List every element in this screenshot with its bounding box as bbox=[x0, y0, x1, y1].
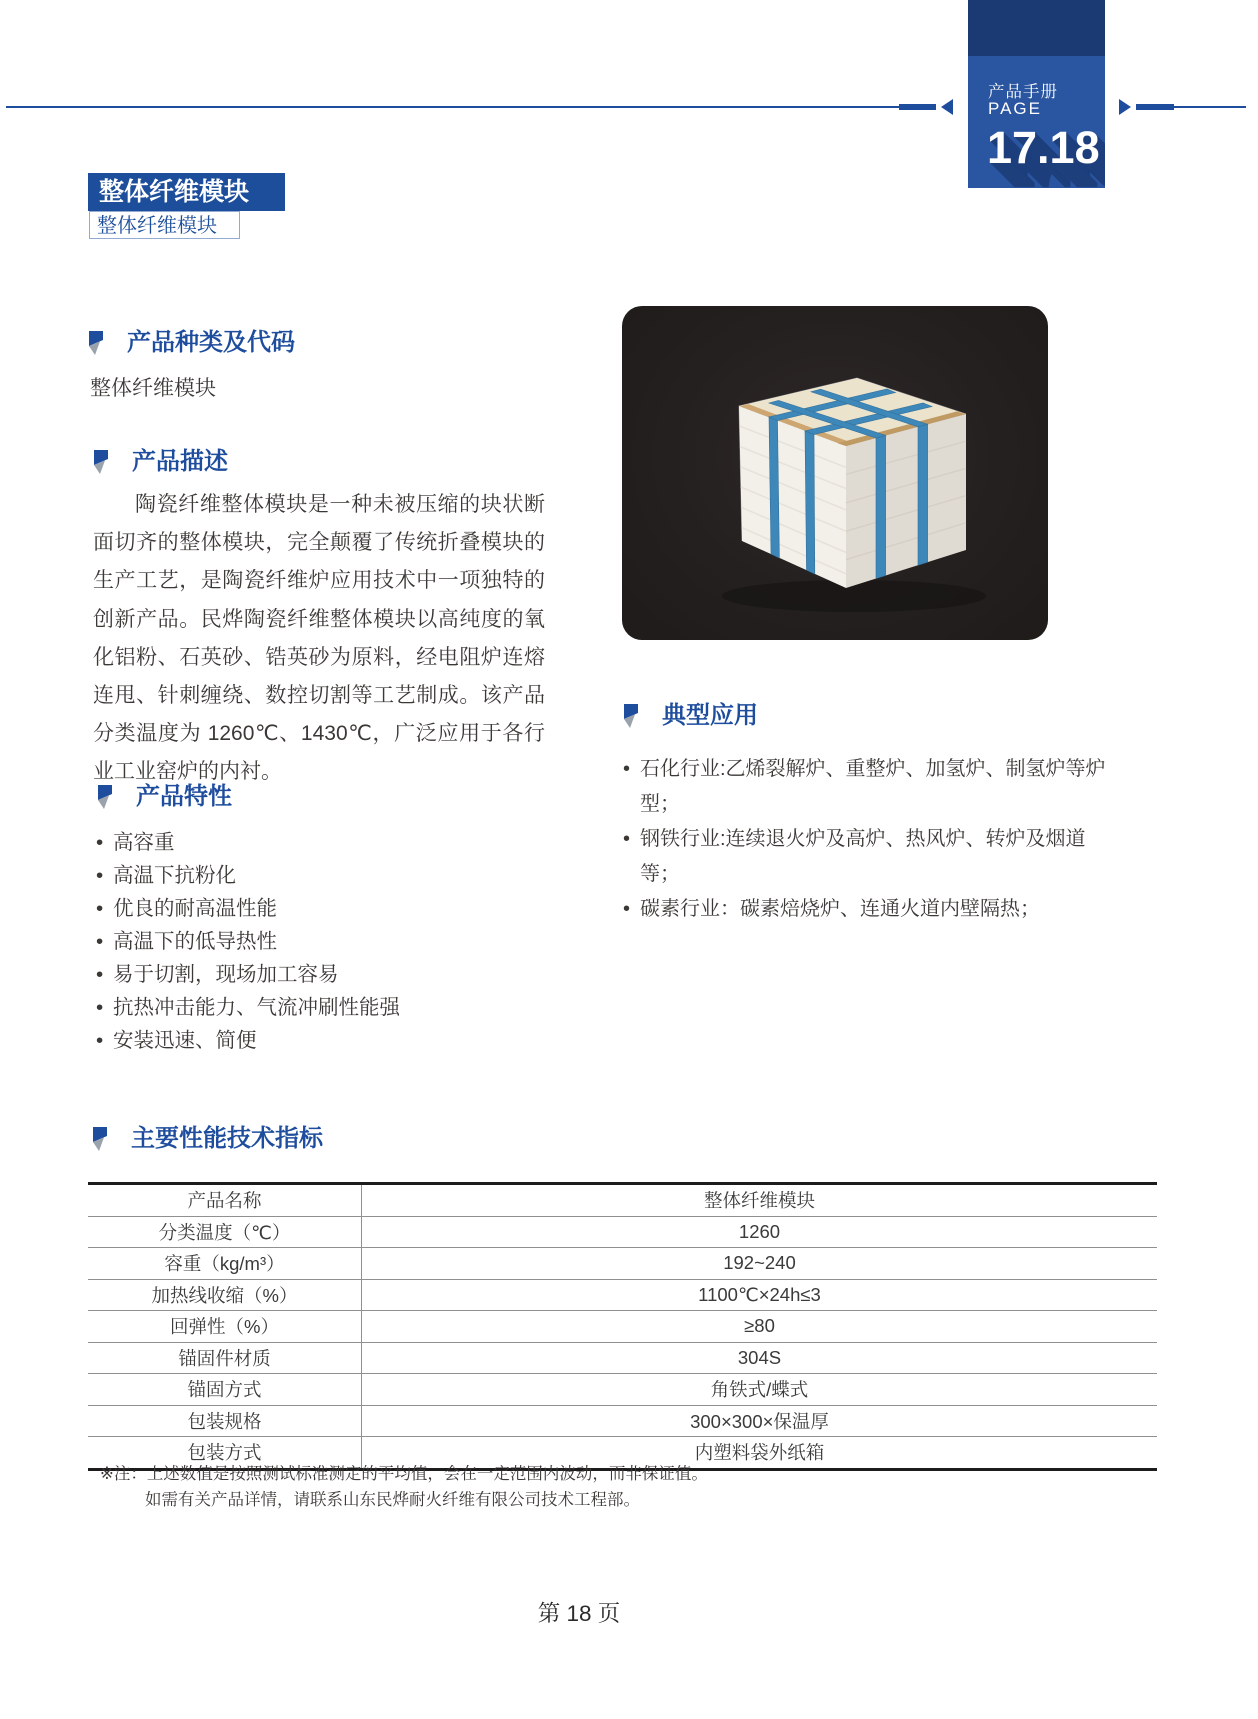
spec-value: 300×300×保温厚 bbox=[690, 1410, 829, 1432]
spec-value: 1100℃×24h≤3 bbox=[698, 1283, 821, 1305]
section-header-applications bbox=[623, 703, 758, 729]
spec-label: 锚固方式 bbox=[88, 1374, 362, 1405]
product-photo bbox=[622, 306, 1048, 640]
table-row bbox=[88, 1185, 1157, 1216]
spec-value: 内塑料袋外纸箱 bbox=[694, 1442, 825, 1464]
spec-value: 整体纤维模块 bbox=[703, 1190, 815, 1212]
spec-label: 加热线收缩（%） bbox=[88, 1280, 362, 1311]
category-content: 整体纤维模块 bbox=[90, 377, 216, 400]
page-banner-top-block bbox=[968, 0, 1105, 56]
description-paragraph: 陶瓷纤维整体模块是一种未被压缩的块状断面切齐的整体模块，完全颠覆了传统折叠模块的生产工艺，是陶瓷纤维炉应用技术中一项独特的创新产品。民烨陶瓷纤维整体模块以高纯度的氧化铝粉、石英砂、锆英砂为原料，经电阻炉连熔连甩、针刺缠绕、数控切割等工艺制成。该产品分类温度为 1260℃、1430℃，广泛应用于各行业工业窑炉的内衬。 bbox=[93, 493, 545, 784]
spec-label: 分类温度（℃） bbox=[88, 1217, 362, 1248]
table-row bbox=[88, 1310, 1157, 1342]
table-row bbox=[88, 1247, 1157, 1279]
banner-page-number: 17.18 bbox=[987, 122, 1100, 173]
list-item: • 抗热冲击能力、气流冲刷性能强 bbox=[96, 991, 556, 1024]
left-arrow-icon bbox=[941, 99, 953, 115]
banner-page-label: PAGE bbox=[988, 99, 1042, 118]
spec-value: 192~240 bbox=[723, 1252, 796, 1274]
top-rule-left-thin bbox=[6, 106, 899, 108]
section-header-features bbox=[97, 784, 232, 810]
list-item: • 高温下抗粉化 bbox=[96, 859, 556, 892]
spec-label: 容重（kg/m³） bbox=[88, 1248, 362, 1279]
section-header-description bbox=[93, 449, 228, 475]
section-header-category bbox=[88, 330, 295, 356]
ribbon-icon bbox=[93, 450, 109, 475]
banner-manual-label: 产品手册 bbox=[988, 83, 1058, 101]
spec-value: 1260 bbox=[738, 1220, 781, 1242]
table-row bbox=[88, 1405, 1157, 1437]
spec-value: 角铁式/蝶式 bbox=[710, 1379, 809, 1401]
page-title: 整体纤维模块 bbox=[88, 173, 285, 211]
features-list bbox=[96, 826, 556, 1057]
top-rule-left-thick bbox=[899, 104, 936, 110]
section-title-category: 产品种类及代码 bbox=[127, 329, 295, 356]
spec-value: ≥80 bbox=[744, 1315, 775, 1337]
section-title-specs: 主要性能技术指标 bbox=[131, 1125, 323, 1152]
ribbon-icon bbox=[623, 704, 639, 729]
list-item: • 碳素行业：碳素焙烧炉、连通火道内壁隔热； bbox=[623, 892, 1115, 927]
list-item: • 优良的耐高温性能 bbox=[96, 892, 556, 925]
table-row bbox=[88, 1342, 1157, 1374]
section-title-applications: 典型应用 bbox=[662, 702, 758, 729]
spec-label: 包装方式 bbox=[88, 1437, 362, 1468]
ribbon-icon bbox=[92, 1127, 108, 1152]
ribbon-icon bbox=[88, 331, 104, 356]
list-item: • 高温下的低导热性 bbox=[96, 925, 556, 958]
list-item: • 高容重 bbox=[96, 826, 556, 859]
footer-page-number: 第 18 页 bbox=[537, 1601, 621, 1626]
list-item: • 钢铁行业:连续退火炉及高炉、热风炉、转炉及烟道等； bbox=[623, 822, 1115, 892]
spec-label: 回弹性（%） bbox=[88, 1311, 362, 1342]
specs-table bbox=[88, 1182, 1157, 1471]
spec-value: 304S bbox=[737, 1346, 782, 1368]
section-title-description: 产品描述 bbox=[132, 448, 228, 475]
list-item: • 安装迅速、简便 bbox=[96, 1024, 556, 1057]
list-item: • 石化行业:乙烯裂解炉、重整炉、加氢炉、制氢炉等炉型； bbox=[623, 752, 1115, 822]
page-subtitle: 整体纤维模块 bbox=[89, 211, 240, 239]
table-row bbox=[88, 1373, 1157, 1405]
ribbon-icon bbox=[97, 785, 113, 810]
top-rule-right-thick bbox=[1136, 104, 1174, 110]
list-item: • 易于切割，现场加工容易 bbox=[96, 958, 556, 991]
spec-label: 包装规格 bbox=[88, 1406, 362, 1437]
section-title-features: 产品特性 bbox=[136, 783, 232, 810]
fiber-module-cube-illustration bbox=[622, 306, 1048, 640]
right-arrow-icon bbox=[1119, 99, 1131, 115]
top-rule-right-thin bbox=[1174, 106, 1246, 108]
section-header-specs bbox=[92, 1126, 323, 1152]
page-banner bbox=[968, 0, 1105, 188]
spec-label: 锚固件材质 bbox=[88, 1343, 362, 1374]
spec-label: 产品名称 bbox=[88, 1185, 362, 1216]
table-row bbox=[88, 1279, 1157, 1311]
footnote-line2: 如需有关产品详情，请联系山东民烨耐火纤维有限公司技术工程部。 bbox=[145, 1491, 640, 1509]
footnote-line1: ※注：上述数值是按照测试标准测定的平均值，会在一定范围内波动，而非保证值。 bbox=[100, 1465, 708, 1483]
table-row bbox=[88, 1216, 1157, 1248]
applications-list bbox=[623, 752, 1115, 927]
